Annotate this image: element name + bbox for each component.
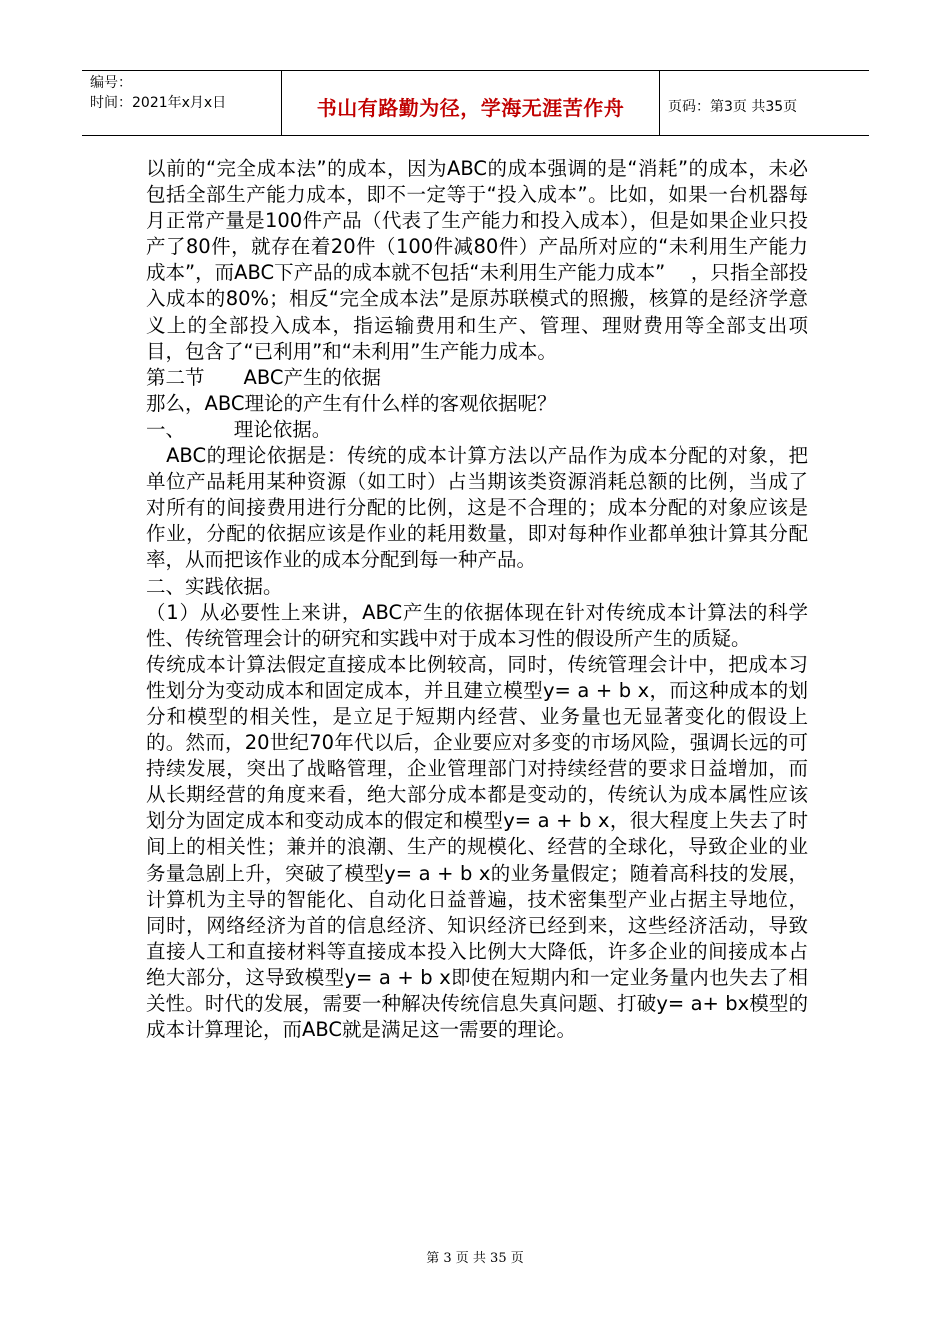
header-motto: 书山有路勤为径，学海无涯苦作舟 [282,71,660,135]
document-body [146,156,808,1043]
paragraph-question: 那么，ABC理论的产生有什么样的客观依据呢？ [146,391,557,415]
paragraph-abc-vs-full-cost: 以前的“完全成本法”的成本，因为ABC的成本强调的是“消耗”的成本，未必包括全部生产能力成本，即不一定等于“投入成本”。比如，如果一台机器每月正常产量是100件产品（代表了生产能力和投入成本），但是如果企业只投产了80件，就存在着20件（100件减80件）产品所对应的“未利用生产能力成本”，而ABC下产品的成本就不包括“未利用生产能力成本” ，只指全部投入成本的80%；相反“完全成本法”是原苏联模式的照搬，核算的是经济学意义上的全部投入成本，指运输费用和生产、管理、理财费用等全部支出项目，包含了“已利用”和“未利用”生产能力成本。 [146,157,808,363]
document-number-label: 编号： [90,75,132,91]
paragraph-traditional-cost: 传统成本计算法假定直接成本比例较高，同时，传统管理会计中，把成本习性划分为变动成本和固定成本，并且建立模型y= a + b x，而这种成本的划分和模型的相关性，是立足于短期内经营、业务量也无显著变化的假设上的。然而，20世纪70年代以后，企业要应对多变的市场风险，强调长远的可持续发展，突出了战略管理，企业管理部门对持续经营的要求日益增加，而从长期经营的角度来看，绝大部分成本都是变动的，传统认为成本属性应该划分为固定成本和变动成本的假定和模型y= a + b x，很大程度上失去了时间上的相关性；兼并的浪潮、生产的规模化、经营的全球化，导致企业的业务量急剧上升，突破了模型y= a + b x的业务量假定；随着高科技的发展，计算机为主导的智能化、自动化日益普遍，技术密集型产业占据主导地位，同时，网络经济为首的信息经济、知识经济已经到来，这些经济活动，导致直接人工和直接材料等直接成本投入比例大大降低，许多企业的间接成本占绝大部分，这导致模型y= a + b x即使在短期内和一定业务量内也失去了相关性。时代的发展，需要一种解决传统信息失真问题、打破y= a+ bx模型的成本计算理论，而ABC就是满足这一需要的理论。 [146,652,808,1042]
paragraph-necessity: （1）从必要性上来讲，ABC产生的依据体现在针对传统成本计算法的科学性、传统管理会计的研究和实践中对于成本习性的假设所产生的质疑。 [146,600,808,650]
page-footer: 第 3 页 共 35 页 [426,1251,524,1266]
section-heading-2: 第二节 ABC产生的依据 [146,365,381,389]
subheading-practice-basis: 二、实践依据。 [146,574,283,598]
page-header [82,70,869,136]
header-meta [82,71,282,135]
paragraph-theory-basis: ABC的理论依据是：传统的成本计算方法以产品作为成本分配的对象，把单位产品耗用某种资源（如工时）占当期该类资源消耗总额的比例，当成了对所有的间接费用进行分配的比例，这是不合理的；成本分配的对象应该是作业，分配的依据应该是作业的耗用数量，即对每种作业都单独计算其分配率，从而把该作业的成本分配到每一种产品。 [146,444,808,572]
header-page-info: 页码：第3页 共35页 [668,99,798,115]
document-time-label: 时间：2021年x月x日 [90,95,227,111]
subheading-theory-basis: 一、 理论依据。 [146,417,332,441]
